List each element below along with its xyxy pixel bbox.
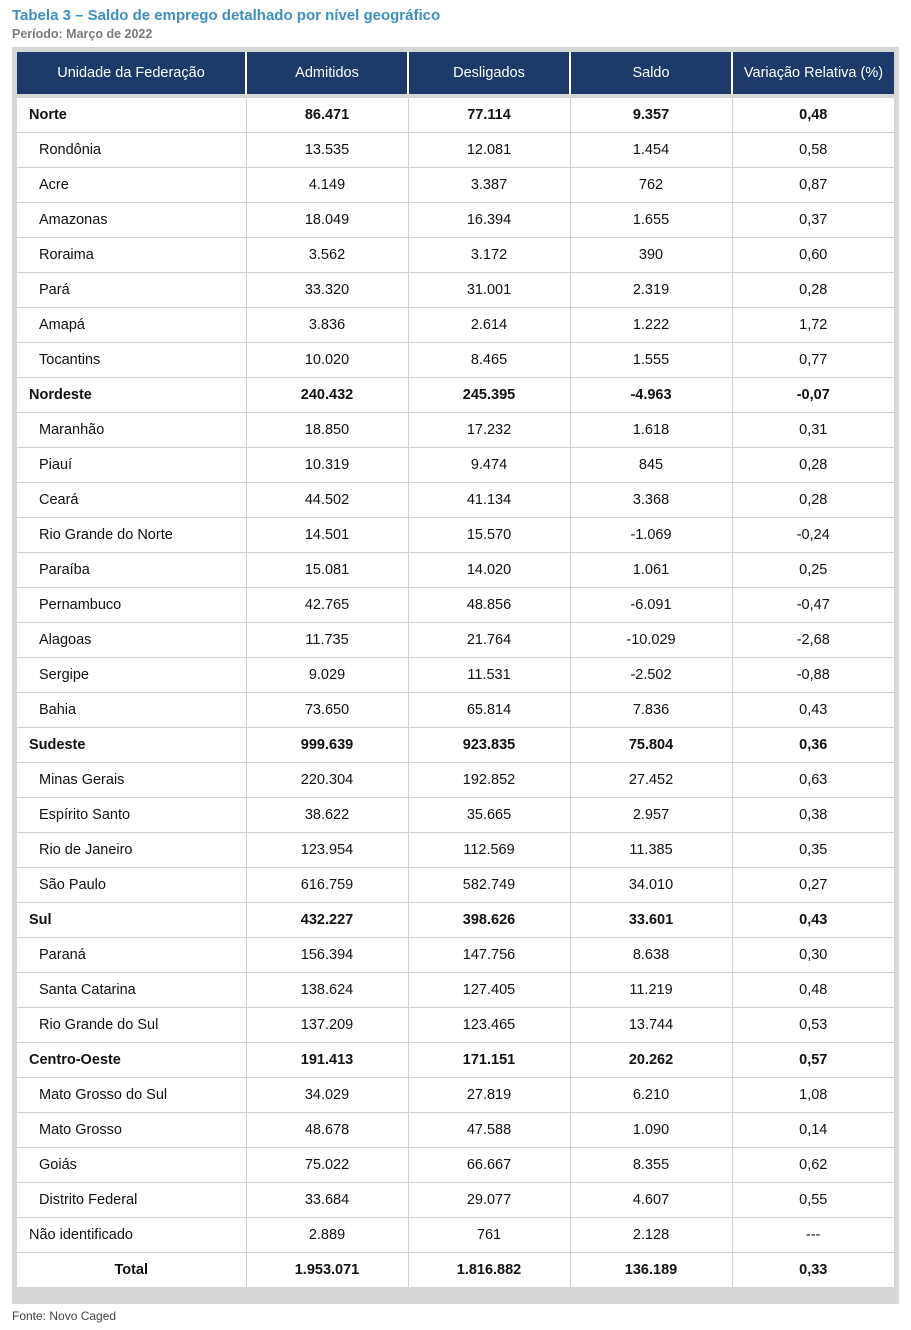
cell-variacao: -0,47 xyxy=(732,588,894,623)
cell-variacao: 0,62 xyxy=(732,1148,894,1183)
cell-saldo: 11.219 xyxy=(570,973,732,1008)
cell-desligados: 77.114 xyxy=(408,98,570,133)
cell-variacao: -0,07 xyxy=(732,378,894,413)
table-row-state xyxy=(17,623,894,658)
cell-name: Centro-Oeste xyxy=(17,1043,246,1078)
table-row-region xyxy=(17,1043,894,1078)
cell-name: Não identificado xyxy=(17,1218,246,1253)
cell-desligados: 3.172 xyxy=(408,238,570,273)
cell-name: Nordeste xyxy=(17,378,246,413)
table-row-state xyxy=(17,343,894,378)
table-row-state xyxy=(17,553,894,588)
cell-saldo: -6.091 xyxy=(570,588,732,623)
cell-name: Mato Grosso do Sul xyxy=(17,1078,246,1113)
cell-admitidos: 15.081 xyxy=(246,553,408,588)
cell-desligados: 21.764 xyxy=(408,623,570,658)
table-row-other xyxy=(17,1218,894,1253)
cell-name: Maranhão xyxy=(17,413,246,448)
cell-name: Total xyxy=(17,1253,246,1288)
cell-variacao: 0,37 xyxy=(732,203,894,238)
cell-admitidos: 10.319 xyxy=(246,448,408,483)
cell-variacao: 0,28 xyxy=(732,448,894,483)
cell-name: Minas Gerais xyxy=(17,763,246,798)
cell-name: Pernambuco xyxy=(17,588,246,623)
cell-admitidos: 137.209 xyxy=(246,1008,408,1043)
table-row-region xyxy=(17,903,894,938)
table-row-state xyxy=(17,763,894,798)
cell-admitidos: 156.394 xyxy=(246,938,408,973)
cell-name: Norte xyxy=(17,98,246,133)
table-row-state xyxy=(17,168,894,203)
cell-saldo: 20.262 xyxy=(570,1043,732,1078)
cell-admitidos: 18.850 xyxy=(246,413,408,448)
cell-admitidos: 2.889 xyxy=(246,1218,408,1253)
cell-desligados: 192.852 xyxy=(408,763,570,798)
cell-variacao: 0,14 xyxy=(732,1113,894,1148)
cell-name: Paraná xyxy=(17,938,246,973)
cell-name: Distrito Federal xyxy=(17,1183,246,1218)
table-row-state xyxy=(17,938,894,973)
cell-name: Santa Catarina xyxy=(17,973,246,1008)
cell-variacao: -0,24 xyxy=(732,518,894,553)
cell-name: Acre xyxy=(17,168,246,203)
cell-saldo: 845 xyxy=(570,448,732,483)
cell-desligados: 127.405 xyxy=(408,973,570,1008)
cell-saldo: 1.454 xyxy=(570,133,732,168)
cell-name: Mato Grosso xyxy=(17,1113,246,1148)
cell-desligados: 112.569 xyxy=(408,833,570,868)
cell-saldo: 75.804 xyxy=(570,728,732,763)
cell-desligados: 582.749 xyxy=(408,868,570,903)
cell-name: Paraíba xyxy=(17,553,246,588)
cell-saldo: 1.061 xyxy=(570,553,732,588)
cell-variacao: 0,53 xyxy=(732,1008,894,1043)
table-body xyxy=(17,94,894,1287)
cell-desligados: 65.814 xyxy=(408,693,570,728)
column-header-admitidos: Admitidos xyxy=(246,52,408,94)
cell-desligados: 12.081 xyxy=(408,133,570,168)
cell-variacao: 0,77 xyxy=(732,343,894,378)
table-row-state xyxy=(17,973,894,1008)
cell-desligados: 147.756 xyxy=(408,938,570,973)
cell-name: Pará xyxy=(17,273,246,308)
table-frame xyxy=(12,47,899,1304)
table-row-state xyxy=(17,658,894,693)
cell-saldo: 13.744 xyxy=(570,1008,732,1043)
cell-variacao: 0,87 xyxy=(732,168,894,203)
table-row-state xyxy=(17,833,894,868)
column-header-saldo: Saldo xyxy=(570,52,732,94)
cell-admitidos: 10.020 xyxy=(246,343,408,378)
cell-admitidos: 4.149 xyxy=(246,168,408,203)
cell-variacao: 0,55 xyxy=(732,1183,894,1218)
cell-desligados: 47.588 xyxy=(408,1113,570,1148)
cell-desligados: 923.835 xyxy=(408,728,570,763)
cell-admitidos: 33.684 xyxy=(246,1183,408,1218)
cell-admitidos: 75.022 xyxy=(246,1148,408,1183)
table-row-state xyxy=(17,1078,894,1113)
cell-desligados: 3.387 xyxy=(408,168,570,203)
cell-name: Sergipe xyxy=(17,658,246,693)
cell-saldo: -1.069 xyxy=(570,518,732,553)
cell-admitidos: 34.029 xyxy=(246,1078,408,1113)
cell-saldo: 1.090 xyxy=(570,1113,732,1148)
cell-saldo: -4.963 xyxy=(570,378,732,413)
cell-saldo: 27.452 xyxy=(570,763,732,798)
cell-name: Rio de Janeiro xyxy=(17,833,246,868)
cell-variacao: 1,08 xyxy=(732,1078,894,1113)
source-note: Fonte: Novo Caged xyxy=(12,1309,117,1323)
cell-variacao: 1,72 xyxy=(732,308,894,343)
cell-desligados: 66.667 xyxy=(408,1148,570,1183)
cell-variacao: 0,60 xyxy=(732,238,894,273)
table-row-state xyxy=(17,448,894,483)
cell-saldo: 8.638 xyxy=(570,938,732,973)
cell-saldo: 3.368 xyxy=(570,483,732,518)
cell-variacao: 0,58 xyxy=(732,133,894,168)
cell-saldo: 9.357 xyxy=(570,98,732,133)
table-row-state xyxy=(17,273,894,308)
table-row-region xyxy=(17,728,894,763)
table-row-state xyxy=(17,1113,894,1148)
table-row-region xyxy=(17,378,894,413)
cell-desligados: 41.134 xyxy=(408,483,570,518)
cell-name: Piauí xyxy=(17,448,246,483)
cell-desligados: 761 xyxy=(408,1218,570,1253)
cell-desligados: 35.665 xyxy=(408,798,570,833)
column-header-variacao: Variação Relativa (%) xyxy=(732,52,894,94)
employment-table xyxy=(17,52,894,1287)
cell-saldo: 1.555 xyxy=(570,343,732,378)
cell-variacao: 0,63 xyxy=(732,763,894,798)
cell-saldo: 11.385 xyxy=(570,833,732,868)
cell-variacao: 0,27 xyxy=(732,868,894,903)
cell-admitidos: 73.650 xyxy=(246,693,408,728)
cell-name: Rio Grande do Sul xyxy=(17,1008,246,1043)
cell-desligados: 245.395 xyxy=(408,378,570,413)
cell-desligados: 11.531 xyxy=(408,658,570,693)
cell-desligados: 29.077 xyxy=(408,1183,570,1218)
cell-desligados: 123.465 xyxy=(408,1008,570,1043)
cell-variacao: 0,43 xyxy=(732,903,894,938)
table-row-state xyxy=(17,203,894,238)
cell-name: Amapá xyxy=(17,308,246,343)
cell-name: Ceará xyxy=(17,483,246,518)
cell-name: Rondônia xyxy=(17,133,246,168)
cell-admitidos: 48.678 xyxy=(246,1113,408,1148)
table-title: Tabela 3 – Saldo de emprego detalhado por nível geográfico xyxy=(12,7,441,24)
cell-desligados: 398.626 xyxy=(408,903,570,938)
cell-saldo: 1.222 xyxy=(570,308,732,343)
cell-saldo: 390 xyxy=(570,238,732,273)
cell-variacao: 0,28 xyxy=(732,483,894,518)
cell-admitidos: 9.029 xyxy=(246,658,408,693)
cell-saldo: 762 xyxy=(570,168,732,203)
table-row-state xyxy=(17,413,894,448)
cell-name: Roraima xyxy=(17,238,246,273)
column-header-desligados: Desligados xyxy=(408,52,570,94)
table-row-state xyxy=(17,1008,894,1043)
cell-desligados: 1.816.882 xyxy=(408,1253,570,1288)
cell-variacao: 0,25 xyxy=(732,553,894,588)
cell-desligados: 27.819 xyxy=(408,1078,570,1113)
table-row-state xyxy=(17,133,894,168)
cell-variacao: 0,30 xyxy=(732,938,894,973)
table-row-state xyxy=(17,1148,894,1183)
cell-admitidos: 1.953.071 xyxy=(246,1253,408,1288)
cell-variacao: 0,43 xyxy=(732,693,894,728)
cell-variacao: 0,33 xyxy=(799,1262,828,1278)
cell-desligados: 16.394 xyxy=(408,203,570,238)
cell-admitidos: 14.501 xyxy=(246,518,408,553)
cell-desligados: 171.151 xyxy=(408,1043,570,1078)
cell-desligados: 48.856 xyxy=(408,588,570,623)
cell-saldo: 7.836 xyxy=(570,693,732,728)
table-period: Período: Março de 2022 xyxy=(12,27,153,41)
cell-name: Rio Grande do Norte xyxy=(17,518,246,553)
cell-name: Bahia xyxy=(17,693,246,728)
cell-admitidos: 3.562 xyxy=(246,238,408,273)
cell-variacao: --- xyxy=(732,1218,894,1253)
cell-variacao: 0,28 xyxy=(732,273,894,308)
cell-name: Espírito Santo xyxy=(17,798,246,833)
cell-saldo: 2.128 xyxy=(570,1218,732,1253)
table-row-state xyxy=(17,1183,894,1218)
table-row-state xyxy=(17,693,894,728)
table-header xyxy=(17,52,894,94)
cell-saldo: -2.502 xyxy=(570,658,732,693)
cell-saldo: 34.010 xyxy=(570,868,732,903)
cell-desligados: 2.614 xyxy=(408,308,570,343)
cell-name: Sul xyxy=(17,903,246,938)
cell-saldo: 4.607 xyxy=(570,1183,732,1218)
cell-desligados: 8.465 xyxy=(408,343,570,378)
cell-variacao: 0,36 xyxy=(732,728,894,763)
cell-name: Sudeste xyxy=(17,728,246,763)
cell-name: Goiás xyxy=(17,1148,246,1183)
cell-admitidos: 191.413 xyxy=(246,1043,408,1078)
cell-saldo: 136.189 xyxy=(570,1253,732,1288)
cell-admitidos: 13.535 xyxy=(246,133,408,168)
cell-name: São Paulo xyxy=(17,868,246,903)
table-row-state xyxy=(17,308,894,343)
cell-saldo: 2.319 xyxy=(570,273,732,308)
cell-admitidos: 3.836 xyxy=(246,308,408,343)
cell-variacao: -0,88 xyxy=(732,658,894,693)
cell-variacao: 0,57 xyxy=(732,1043,894,1078)
cell-desligados: 15.570 xyxy=(408,518,570,553)
cell-saldo: -10.029 xyxy=(570,623,732,658)
cell-desligados: 31.001 xyxy=(408,273,570,308)
table-row-state xyxy=(17,588,894,623)
table-row-state xyxy=(17,518,894,553)
cell-desligados: 14.020 xyxy=(408,553,570,588)
table-row-region xyxy=(17,98,894,133)
cell-variacao: 0,38 xyxy=(732,798,894,833)
cell-variacao: 0,35 xyxy=(732,833,894,868)
cell-saldo: 8.355 xyxy=(570,1148,732,1183)
cell-variacao: 0,48 xyxy=(732,973,894,1008)
cell-admitidos: 44.502 xyxy=(246,483,408,518)
table-row-state xyxy=(17,238,894,273)
cell-admitidos: 220.304 xyxy=(246,763,408,798)
cell-admitidos: 123.954 xyxy=(246,833,408,868)
cell-admitidos: 33.320 xyxy=(246,273,408,308)
cell-admitidos: 86.471 xyxy=(246,98,408,133)
cell-name: Tocantins xyxy=(17,343,246,378)
cell-desligados: 9.474 xyxy=(408,448,570,483)
cell-admitidos: 432.227 xyxy=(246,903,408,938)
cell-saldo: 6.210 xyxy=(570,1078,732,1113)
cell-admitidos: 42.765 xyxy=(246,588,408,623)
cell-name: Alagoas xyxy=(17,623,246,658)
cell-admitidos: 38.622 xyxy=(246,798,408,833)
column-header-unidade: Unidade da Federação xyxy=(17,52,246,94)
cell-admitidos: 138.624 xyxy=(246,973,408,1008)
cell-desligados: 17.232 xyxy=(408,413,570,448)
cell-variacao: 0,48 xyxy=(732,98,894,133)
cell-admitidos: 616.759 xyxy=(246,868,408,903)
cell-variacao: 0,31 xyxy=(732,413,894,448)
cell-saldo: 1.618 xyxy=(570,413,732,448)
cell-admitidos: 11.735 xyxy=(246,623,408,658)
cell-name: Amazonas xyxy=(17,203,246,238)
cell-saldo: 2.957 xyxy=(570,798,732,833)
table-row-state xyxy=(17,798,894,833)
table-row-total xyxy=(17,1253,894,1288)
table-row-state xyxy=(17,483,894,518)
cell-admitidos: 18.049 xyxy=(246,203,408,238)
cell-variacao: -2,68 xyxy=(732,623,894,658)
cell-saldo: 33.601 xyxy=(570,903,732,938)
table-row-state xyxy=(17,868,894,903)
cell-admitidos: 999.639 xyxy=(246,728,408,763)
cell-admitidos: 240.432 xyxy=(246,378,408,413)
cell-saldo: 1.655 xyxy=(570,203,732,238)
